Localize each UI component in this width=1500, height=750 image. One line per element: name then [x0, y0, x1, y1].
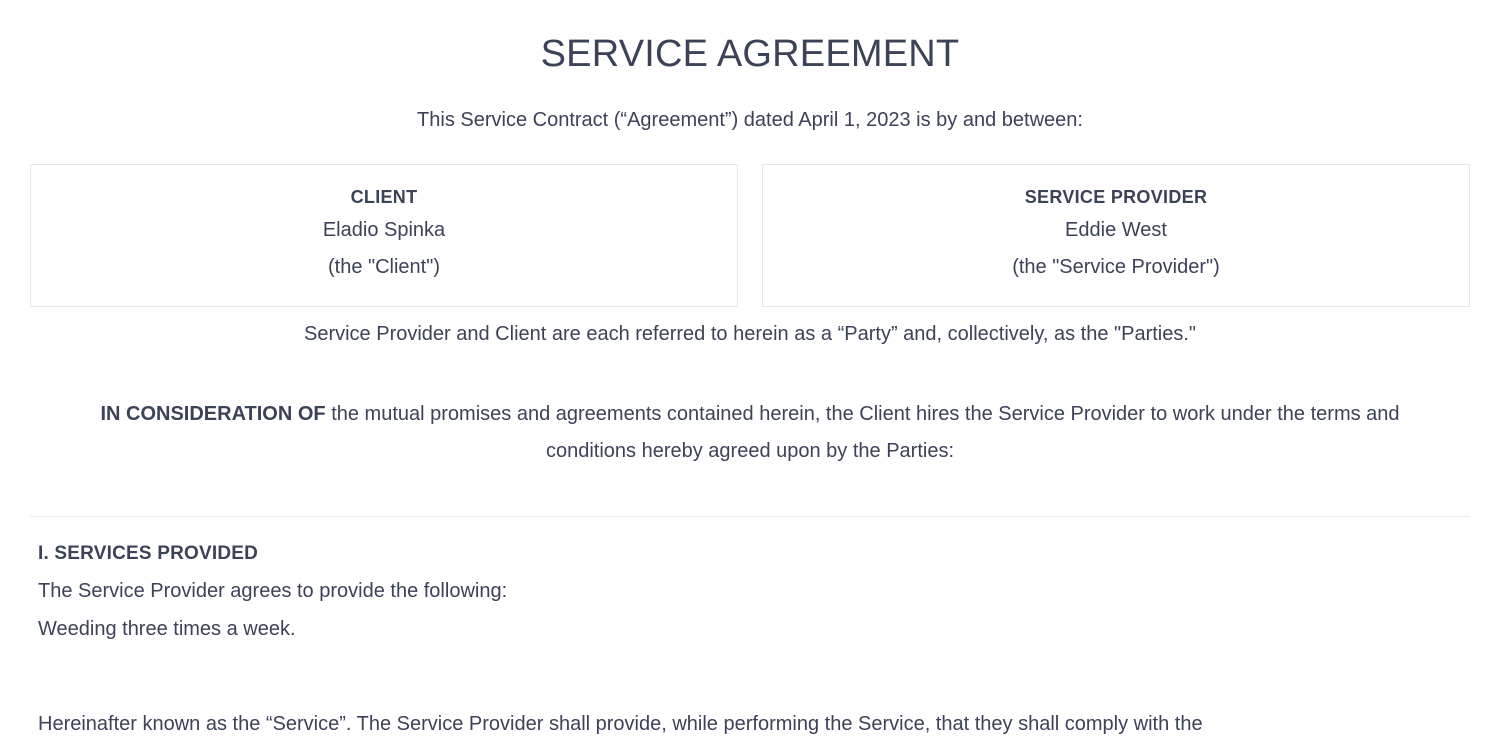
- consideration-lead-text: IN CONSIDERATION OF: [100, 403, 326, 426]
- section-heading: I. SERVICES PROVIDED: [38, 542, 259, 564]
- parties-container: [30, 164, 1470, 307]
- party-alias-label: (the "Service Provider"): [1012, 256, 1220, 279]
- party-name-value: Eladio Spinka: [322, 219, 446, 242]
- parties-definition-note: Service Provider and Client are each referred to herein as a “Party” and, collectively, as the "Parties.": [303, 323, 1197, 346]
- section-services-provided: [30, 517, 1470, 643]
- party-role-label: CLIENT: [350, 187, 418, 208]
- party-alias-label: (the "Client"): [327, 256, 440, 279]
- page-title: SERVICE AGREEMENT: [540, 33, 960, 75]
- section-paragraph: Weeding three times a week.: [38, 617, 296, 640]
- party-name-value: Eddie West: [1065, 219, 1167, 242]
- party-box-client: [30, 164, 738, 307]
- agreement-intro-line: This Service Contract (“Agreement”) dated April 1, 2023 is by and between:: [417, 109, 1083, 132]
- consideration-paragraph: [30, 346, 1470, 469]
- party-role-label: SERVICE PROVIDER: [1024, 187, 1208, 208]
- party-box-service-provider: [762, 164, 1470, 307]
- section-paragraph: The Service Provider agrees to provide the following:: [38, 579, 508, 602]
- consideration-body-text: the mutual promises and agreements contained herein, the Client hires the Service Provider to work under the terms and conditions hereby agreed upon by the Parties:: [325, 403, 1400, 462]
- trailing-paragraph: Hereinafter known as the “Service”. The Service Provider shall provide, while performing the Service, that they shall comply with the: [38, 712, 1203, 735]
